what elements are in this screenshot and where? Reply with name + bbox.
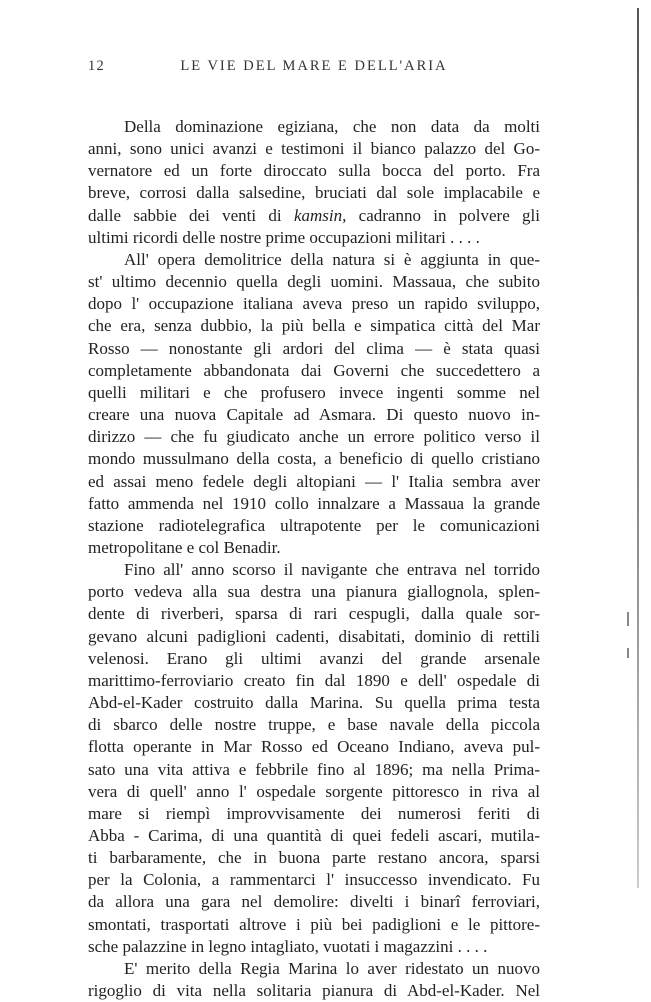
text-line: E' merito della Regia Marina lo aver ridestato un nuovo — [124, 958, 540, 978]
text-line: velenosi. Erano gli ultimi avanzi del grande arsenale — [88, 648, 540, 668]
scan-speck — [627, 612, 629, 626]
text-line: mondo mussulmano della costa, a beneficio di quello cristiano — [88, 449, 540, 469]
italic-word: kamsin, — [293, 205, 347, 225]
text-line: dente di riverberi, sparsa di rari cespugli, dalla quale sor- — [88, 604, 540, 624]
text-line: vernatore ed un forte diroccato sulla bocca del porto. Fra — [88, 161, 540, 181]
text-line: marittimo-ferroviario creato fin dal 1890 e dell' ospedale di — [88, 670, 540, 690]
text-line: rigoglio di vita nella solitaria pianura di Abd-el-Kader. Nel — [88, 981, 540, 1001]
text-line: per la Colonia, a rammentarci l' insuccesso invendicato. Fu — [88, 870, 540, 890]
running-title: LE VIE DEL MARE E DELL'ARIA — [180, 58, 448, 74]
text-line: porto vedeva alla sua destra una pianura giallognola, splen- — [88, 582, 540, 602]
text-line: anni, sono unici avanzi e testimoni il bianco palazzo del Go- — [88, 139, 540, 159]
text-line: di sbarco delle nostre truppe, e base navale della piccola — [88, 715, 540, 735]
text-line: sato una vita attiva e febbrile fino al 1896; ma nella Prima- — [88, 759, 540, 779]
text-line: gevano alcuni padiglioni cadenti, disabitati, dominio di rettili — [88, 626, 540, 646]
page-number: 12 — [88, 58, 105, 74]
scan-speck — [627, 648, 629, 658]
text-fragment: cadranno in polvere gli — [346, 205, 540, 225]
text-line: sche palazzine in legno intagliato, vuotati i magazzini . . . . — [88, 936, 488, 956]
text-line: fatto ammenda nel 1910 collo innalzare a Massaua la grande — [88, 493, 540, 513]
text-line — [88, 205, 540, 227]
text-line: Rosso — nonostante gli ardori del clima — è stata quasi — [88, 338, 540, 358]
text-line: stazione radiotelegrafica ultrapotente per le comunicazioni — [88, 515, 540, 535]
text-line: quelli militari e che profusero invece ingenti somme nel — [88, 382, 540, 402]
text-line: breve, corrosi dalla salsedine, bruciati dal sole implacabile e — [88, 183, 540, 203]
text-line: completamente abbandonata dai Governi che succedettero a — [88, 360, 540, 380]
text-line: Abd-el-Kader costruito dalla Marina. Su quella prima testa — [88, 693, 540, 713]
text-line: creare una nuova Capitale ad Asmara. Di questo nuovo in- — [88, 405, 540, 425]
text-line: dopo l' occupazione italiana aveva preso un rapido sviluppo, — [88, 294, 540, 314]
text-line: metropolitane e col Benadir. — [88, 537, 281, 557]
text-line: Della dominazione egiziana, che non data da molti — [124, 117, 540, 136]
text-line: smontati, trasportati altrove i più bei padiglioni e le pittore- — [88, 914, 540, 934]
text-line: ti barbaramente, che in buona parte restano ancora, sparsi — [88, 848, 540, 868]
text-line: All' opera demolitrice della natura si è aggiunta in que- — [124, 249, 540, 269]
text-line: che era, senza dubbio, la più bella e simpatica città del Mar — [88, 316, 540, 336]
page-body — [88, 116, 540, 1002]
text-line: Fino all' anno scorso il navigante che entrava nel torrido — [124, 560, 540, 580]
text-line: flotta operante in Mar Rosso ed Oceano Indiano, aveva pul- — [88, 737, 540, 757]
text-line: Abba - Carima, di una quantità di quei fedeli ascari, mutila- — [88, 826, 540, 845]
page-header — [88, 58, 540, 78]
text-line: st' ultimo decennio quella degli uomini. Massaua, che subito — [88, 272, 540, 292]
text-line: vera di quell' anno l' ospedale sorgente pittoresco in riva al — [88, 781, 540, 801]
text-line: dirizzo — che fu giudicato anche un errore politico verso il — [88, 427, 540, 447]
text-line: da allora una gara nel demolire: divelti i binarî ferroviari, — [88, 892, 540, 912]
text-line: ultimi ricordi delle nostre prime occupazioni militari . . . . — [88, 227, 480, 247]
text-line: ed assai meno fedele degli altopiani — l' Italia sembra aver — [88, 471, 540, 491]
page-edge-shadow — [637, 8, 639, 888]
text-fragment: dalle sabbie dei venti di — [88, 205, 294, 225]
text-line: mare si riempì improvvisamente dei numerosi feriti di — [88, 803, 540, 823]
